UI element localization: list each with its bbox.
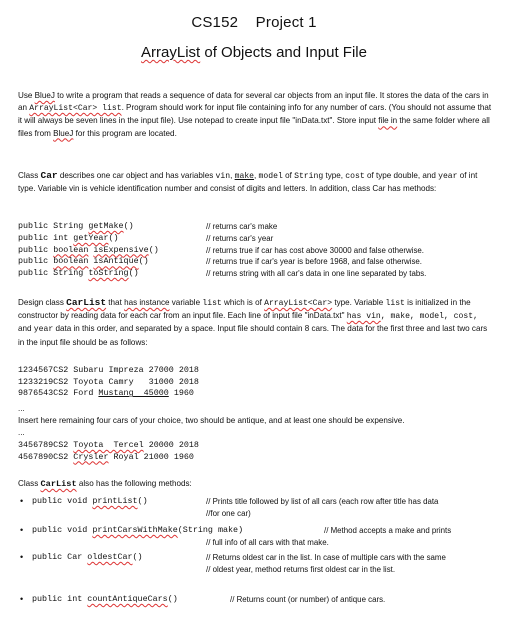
sig-prefix: public void [32,525,93,535]
method-comment: // returns true if car's year is before 1968, and false otherwise. [206,257,422,267]
bluej-term: BlueJ [34,91,55,100]
string-type: String [294,172,324,181]
sig-suffix: () [128,268,139,279]
car-methods-list [18,221,427,280]
file-in-term: file in [378,116,398,126]
subtitle-rest: of Objects and Input File [200,44,367,61]
year-var: year [438,172,458,181]
input-data-last [18,440,199,463]
sig-prefix: public [18,256,54,267]
method-name: getYear [73,232,109,243]
carlist-methods-intro [18,478,492,490]
project-label: Project 1 [255,14,317,31]
ellipsis: ... [18,404,25,413]
sig-suffix: () [132,552,143,562]
text: which is of [221,298,265,307]
sig-prefix: public Car [32,552,88,562]
method-name: printList [92,496,138,506]
text: that [106,298,125,307]
data-part-underlined: Toyota Tercel [73,440,144,450]
data-line: 1233219CS2 Toyota Camry 31000 2018 [18,376,199,387]
return-type: boolean [53,244,89,255]
sig-suffix: () [148,244,159,255]
method-name: getMake [88,221,124,231]
text: type, [323,171,346,180]
method-comment: // Method accepts a make and prints [324,526,452,535]
page-subtitle [0,44,508,61]
text: of [282,171,295,180]
text: also has the following methods: [76,479,192,488]
text: the same folder where all files from [18,116,490,138]
carlist-class-name: CarList [40,479,77,489]
list-item [18,525,498,552]
method-comment: // returns true if car has cost above 30000 and false otherwise. [206,245,424,255]
data-part-underlined: Mustang 45000 [98,388,169,399]
method-row [18,244,424,257]
method-comment: //for one car) [206,509,251,518]
sig-prefix: public String [18,268,89,279]
text: type. Variable [332,298,386,307]
arraylist-code: ArrayList<Car> list [29,104,122,114]
method-row [18,256,422,268]
method-row [18,232,274,245]
intro-paragraph [18,90,492,140]
text: for this program are located. [73,128,177,138]
subtitle-arraylist: ArrayList [141,44,201,61]
list-var: list [385,299,405,308]
data-part: 3456789CS2 [18,440,74,450]
sig-suffix: () [108,232,119,243]
text: and [18,324,34,334]
data-part-underlined: Crysler [73,451,109,462]
method-comment: // returns string with all car's data in one line separated by tabs. [206,269,427,279]
method-comment: // returns car's make [206,222,278,231]
method-row [18,221,278,233]
text: data in this order, and separated by a space. Input file should contain 8 cars. The data for the first three and last two cars in the input file should be as follows: [18,324,488,347]
text: of type double, and [364,171,439,180]
sig-prefix: public int [32,594,88,604]
sig-prefix: public int [18,232,74,243]
method-name: isExpensive [93,244,149,255]
text: of int type. Variable vin is vehicle identification number and consist of digits and letters. In addition, class Car has methods: [18,171,478,194]
vin-var: vin [215,172,231,181]
car-description: Class Car describes one car object and has variables vin, make, model of String type, cost of type double, and year of int type. Variable vin is vehicle identification number and consist of digits and letters. In addition, class Car has methods: [18,170,478,194]
data-line [18,440,199,452]
method-name: isAntique [93,256,139,267]
has-vin-term: has vin [346,312,381,322]
method-comment: // oldest year, method returns first oldest car in the list. [206,565,396,574]
sig-prefix: public void [32,496,93,506]
list-item [18,496,498,525]
make-var: make [234,172,255,181]
method-name: printCarsWithMake [92,525,178,535]
input-data-first [18,365,199,400]
cost-var: cost [345,172,365,181]
list-item [18,594,498,608]
bluej-term: BlueJ [53,128,74,138]
insert-instruction: Insert here remaining four cars of your choice, two should be antique, and at least one should be expensive. [18,416,405,425]
model-var: model [258,172,283,181]
sig-suffix: (String make) [177,525,244,535]
bullet-icon: • [20,594,24,604]
car-class-name: Car [40,170,58,181]
data-line [18,452,199,464]
page-title [0,14,508,31]
text: to write a program that reads a sequence of data for several car objects from an input file. It stores the data of the cars in an [18,91,489,113]
text: Class [18,171,41,180]
data-part: 4567890CS2 [18,451,74,462]
method-comment: // Prints title followed by list of all cars (each row after title has data [206,497,439,506]
method-name: countAntiqueCars [87,594,168,604]
bullet-icon: • [20,496,24,506]
text: Design class [18,298,67,307]
return-type: boolean [53,256,89,267]
ellipsis: ... [18,428,25,437]
field-list: , make, model, cost, [380,312,478,322]
list-item [18,552,498,594]
course-code: CS152 [191,14,239,31]
sig-suffix: () [123,221,134,231]
sig-suffix: () [137,496,148,506]
method-name: oldestCar [87,552,133,562]
text: . Program should work for input file containing info for any number of cars. (You should not assume that it will always be seven lines in the input file). Use notepad to create input file "inData.txt". Store input [18,103,492,126]
data-part: 9876543CS2 Ford [18,388,99,399]
arraylist-type: ArrayList<Car> [264,299,333,308]
text: Class [18,479,41,488]
text: is initialized in the constructor by reading data for each car from an input file. Each line of input file "inData.txt" [18,298,471,321]
data-part: Royal 21000 1960 [108,451,194,462]
sig-suffix: () [167,594,178,604]
method-name: toString [88,268,129,279]
data-part: 20000 2018 [143,440,199,450]
carlist-class-name: CarList [66,297,107,308]
method-comment: // Returns count (or number) of antique cars. [230,595,386,604]
carlist-methods-list [18,496,498,608]
sig-prefix: public String [18,221,89,231]
bullet-icon: • [20,525,24,535]
data-line [18,388,199,400]
method-comment: // Returns oldest car in the list. In case of multiple cars with the same [206,553,446,562]
method-row [18,268,427,280]
text: Use [18,91,35,100]
text: describes one car object and has variables [57,171,216,180]
method-comment: // full info of all cars with that make. [206,538,329,547]
method-comment: // returns car's year [206,233,274,243]
data-line: 1234567CS2 Subaru Impreza 27000 2018 [18,365,199,375]
data-part: 1960 [168,388,194,399]
has-instance-term: has instance [124,298,170,307]
list-var: list [202,299,222,308]
bullet-icon: • [20,552,24,562]
year-var: year [33,325,54,335]
design-paragraph [18,297,492,349]
sig-suffix: () [138,256,149,267]
sig-prefix: public [18,244,54,255]
text: variable [169,298,203,307]
